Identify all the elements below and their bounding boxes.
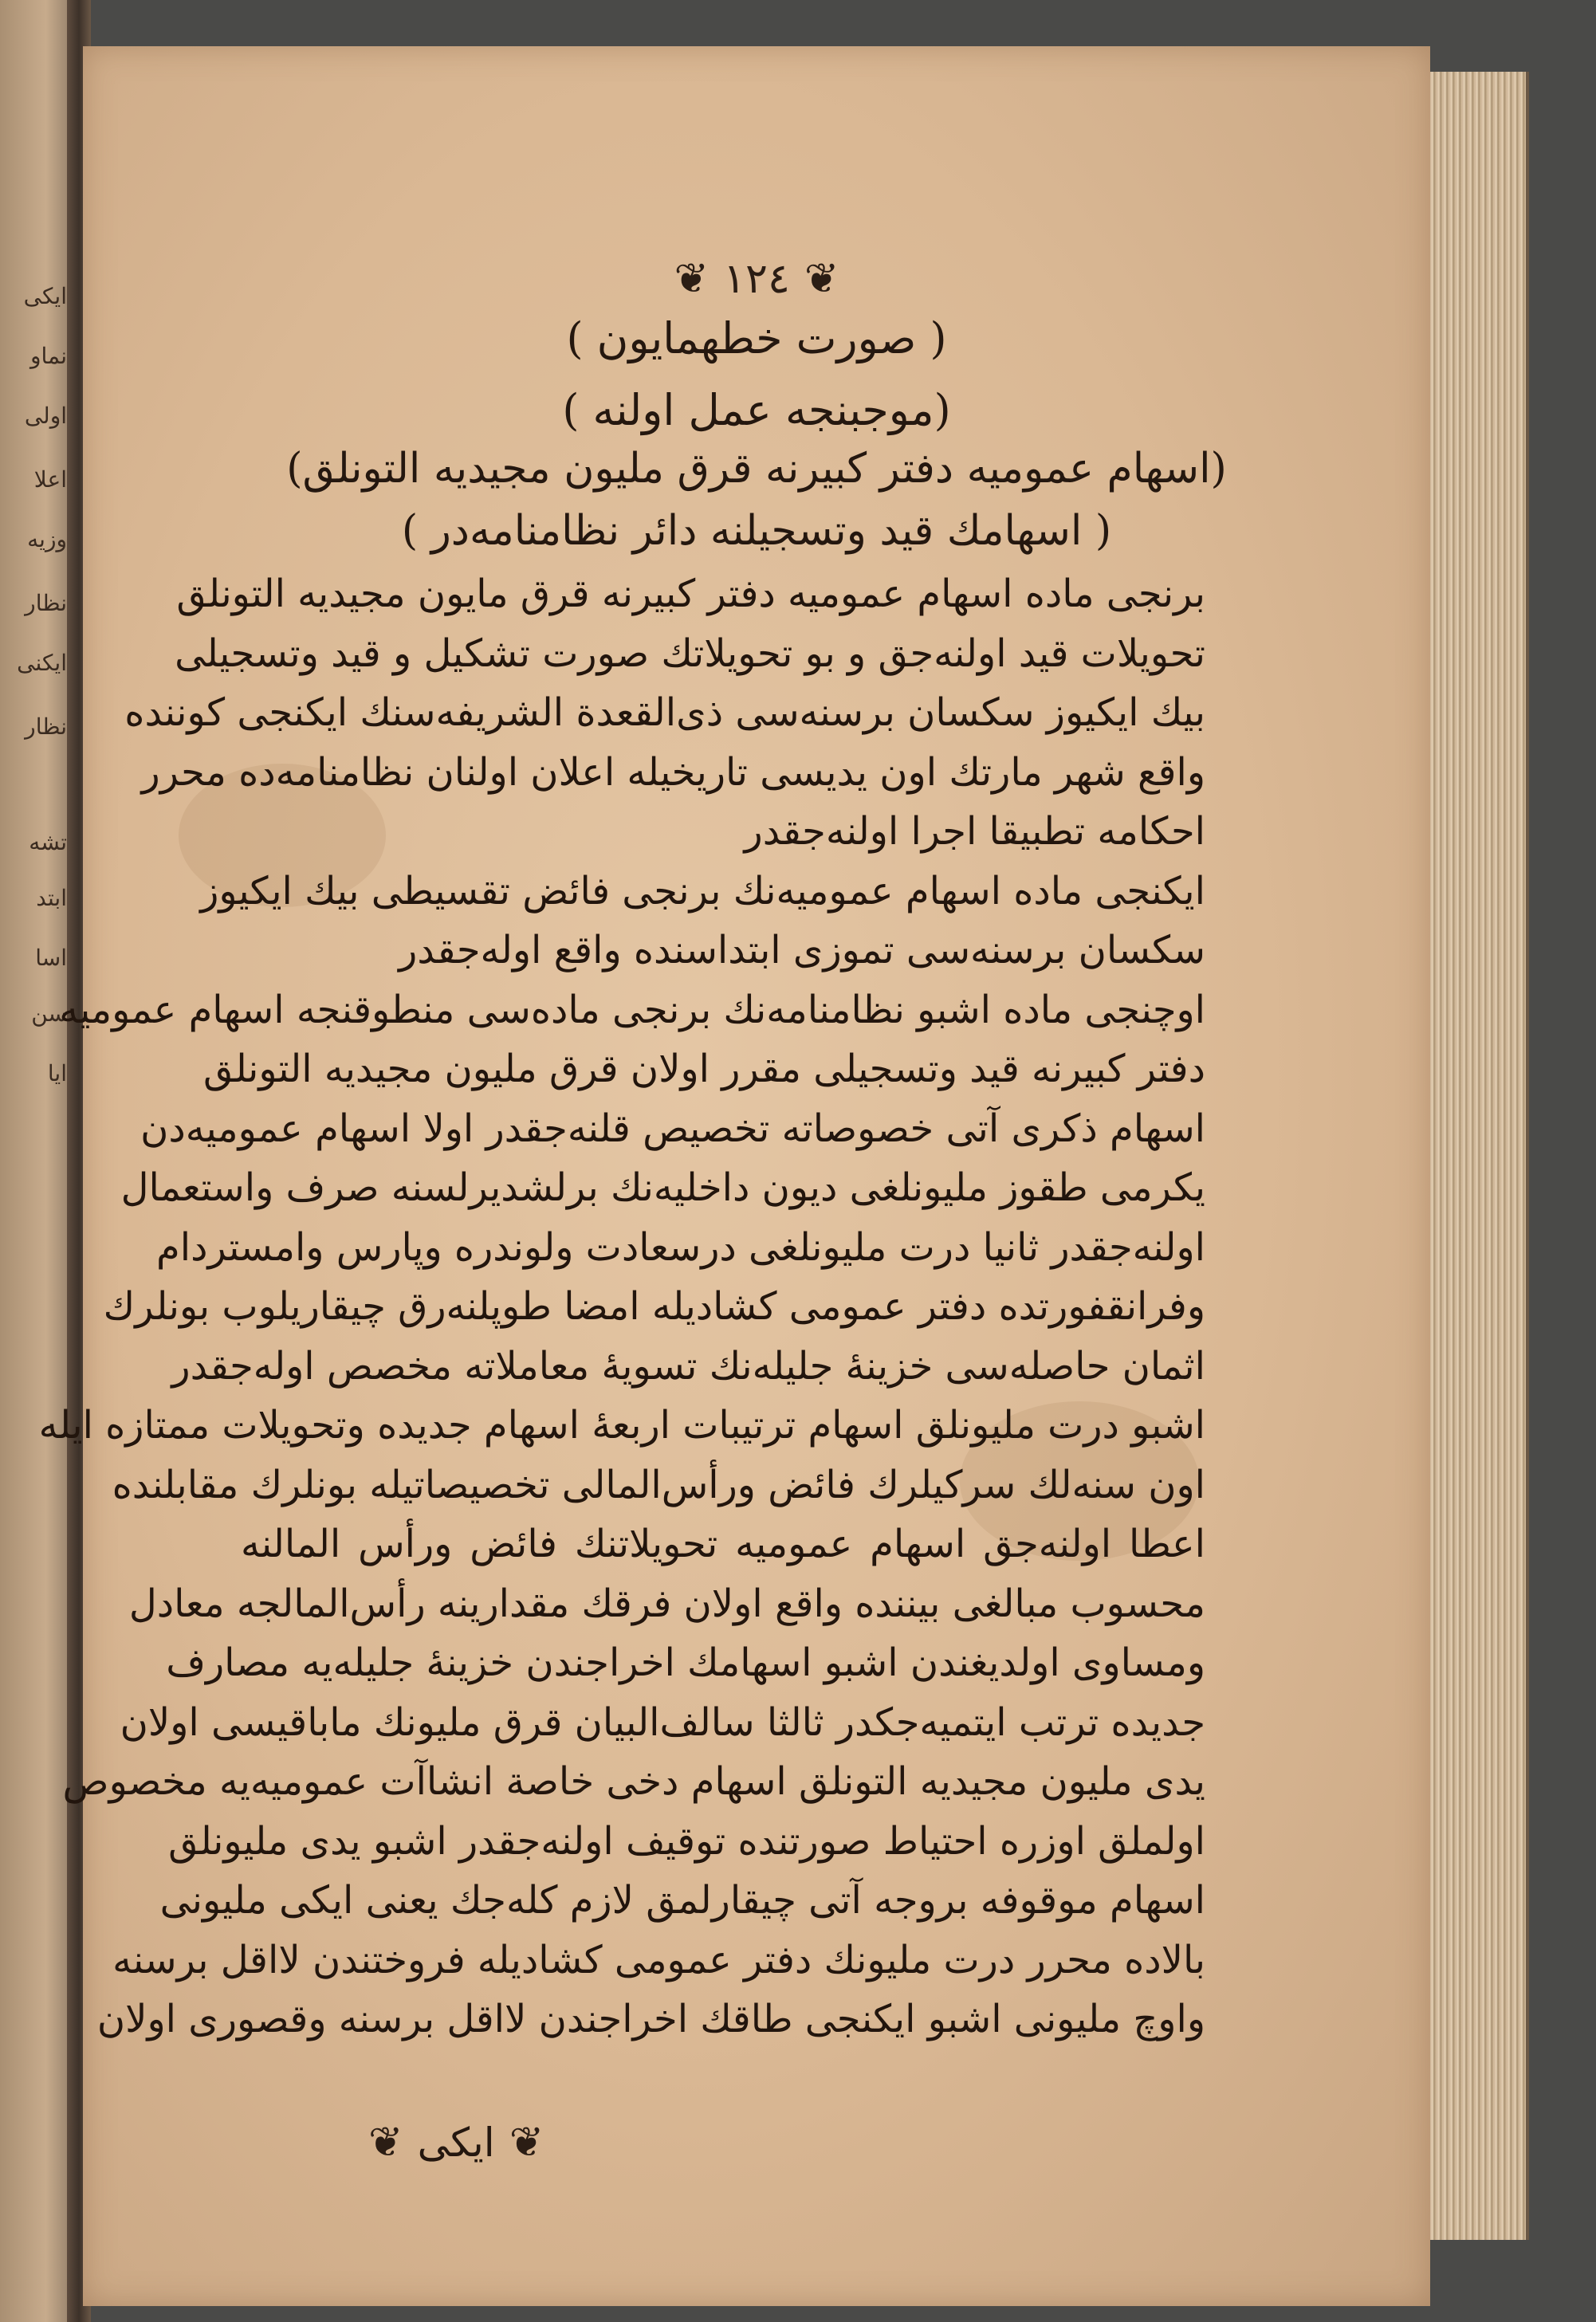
text-line: واوچ ملیونی اشبو ایکنجی طاقك اخراجندن لااقل برسنه وقصوری اولان	[96, 1997, 1205, 2041]
text-line: اوچنجی ماده اشبو نظامنامه‌نك برنجی ماده‌سی منطوقنجه اسهام عمومیه	[59, 987, 1205, 1032]
left-page-text: نظار	[25, 590, 67, 616]
left-page-text: وزیه	[27, 526, 67, 552]
text-line: یکرمی طقوز ملیونلغی دیون داخلیه‌نك برلشدیرلسنه صرف واستعمال	[120, 1165, 1205, 1210]
text-line: اثمان حاصله‌سی خزینهٔ جلیله‌نك تسویهٔ معاملاته مخصص اوله‌جقدر	[171, 1343, 1205, 1389]
left-page-text: ابتد	[36, 885, 67, 911]
heading-subject: (اسهام عمومیه دفتر کبیرنه قرق ملیون مجیدیه التونلق)	[286, 445, 1227, 493]
left-page-text: ایا	[47, 1060, 67, 1086]
text-line: ومساوی اولدیغندن اشبو اسهامك اخراجندن خزینهٔ جلیله‌یه مصارف	[166, 1640, 1205, 1685]
text-line: دفتر کبیرنه قید وتسجیلی مقرر اولان قرق ملیون مجیدیه التونلق	[203, 1047, 1205, 1091]
text-line: بیك ایکیوز سکسان برسنه‌سی ذی‌القعدة الشریفه‌سنك ایکنجی کوننده	[124, 690, 1205, 735]
text-line: احکامه تطبیقا اجرا اولنه‌جقدر	[744, 809, 1205, 854]
text-line: سکسان برسنه‌سی تموزی ابتداسنده واقع اوله‌جقدر	[399, 928, 1205, 972]
folio-number: ١٢٤	[723, 255, 790, 303]
text-line: اشبو درت ملیونلق اسهام ترتیبات اربعهٔ اسهام جدیده وتحویلات ممتازه ایله	[38, 1403, 1205, 1448]
heading-title: ( صورت خطهمایون )	[566, 313, 947, 363]
left-page-text: نماو	[29, 343, 67, 369]
text-line: تحویلات قید اولنه‌جق و بو تحویلاتك صورت تشکیل و قید وتسجیلی	[175, 631, 1205, 676]
text-line: اسهام ذکری آتی خصوصاته تخصیص قلنه‌جقدر اولا اسهام عمومیه‌دن	[140, 1106, 1205, 1151]
page-stack-edges	[1430, 72, 1529, 2240]
left-page-text: تشه	[29, 829, 67, 855]
left-page-text: اسا	[35, 945, 67, 971]
text-line: جدیده ترتب ایتمیه‌جکدر ثالثا سالف‌البیان قرق ملیونك ماباقیسی اولان	[120, 1699, 1205, 1745]
left-page-text: ایکنی	[17, 650, 67, 676]
heading-subtitle: (موجبنجه عمل اولنه )	[562, 385, 951, 435]
ornament-icon: ❦	[509, 2119, 544, 2167]
text-line: اون سنه‌لك سرکیلرك فائض ورأس‌المالی تخصیصاتیله بونلرك مقابلنده	[112, 1462, 1205, 1507]
text-line: یدی ملیون مجیدیه التونلق اسهام دخی خاصة انشاآت عمومیه‌یه مخصوص	[62, 1759, 1205, 1804]
text-line: ایکنجی ماده اسهام عمومیه‌نك برنجی فائض تقسیطی بیك ایکیوز	[200, 868, 1205, 913]
left-page-text: اعلا	[33, 466, 67, 493]
text-line: بالاده محرر درت ملیونك دفتر عمومی کشادیله فروختندن لااقل برسنه	[112, 1937, 1205, 1982]
text-line: اسهام موقوفه بروجه آتی چیقارلمق لازم کله‌جك یعنی ایکی ملیونی	[159, 1878, 1205, 1923]
left-page-text: سن	[31, 1000, 67, 1027]
text-line: اولملق اوزره احتیاط صورتنده توقیف اولنه‌جقدر اشبو یدی ملیونلق	[168, 1818, 1205, 1864]
left-page-text: اولی	[24, 403, 67, 429]
catchword-text: ایکی	[417, 2120, 495, 2166]
page-number	[83, 255, 1430, 303]
text-line: محسوب مبالغی بیننده واقع اولان فرقك مقدارینه رأس‌المالجه معادل	[128, 1581, 1205, 1626]
left-page-text: ایکی	[23, 283, 67, 309]
ornament-icon: ❦	[368, 2119, 403, 2167]
heading-regulation: ( اسهامك قید وتسجیلنه دائر نظامنامه‌در )	[401, 507, 1112, 555]
ornament-icon: ❦	[674, 255, 710, 303]
catchword	[354, 2119, 558, 2167]
ornament-icon: ❦	[804, 255, 839, 303]
text-line: اعطا اولنه‌جق اسهام عمومیه تحویلاتنك فائض ورأس المالنه	[241, 1522, 1205, 1566]
text-line: واقع شهر مارتك اون یدیسی تاریخیله اعلان اولنان نظامنامه‌ده محرر	[141, 749, 1205, 795]
left-page-text: نظار	[25, 713, 67, 740]
text-line: اولنه‌جقدر ثانیا درت ملیونلغی درسعادت ولوندره وپارس وامستردام	[156, 1224, 1205, 1270]
text-line: برنجی ماده اسهام عمومیه دفتر کبیرنه قرق مایون مجیدیه التونلق	[176, 572, 1205, 616]
text-line: وفرانقفورتده دفتر عمومی کشادیله امضا طوپلنه‌رق چیقاریلوب بونلرك	[103, 1284, 1205, 1329]
left-page-edge	[0, 0, 77, 2322]
